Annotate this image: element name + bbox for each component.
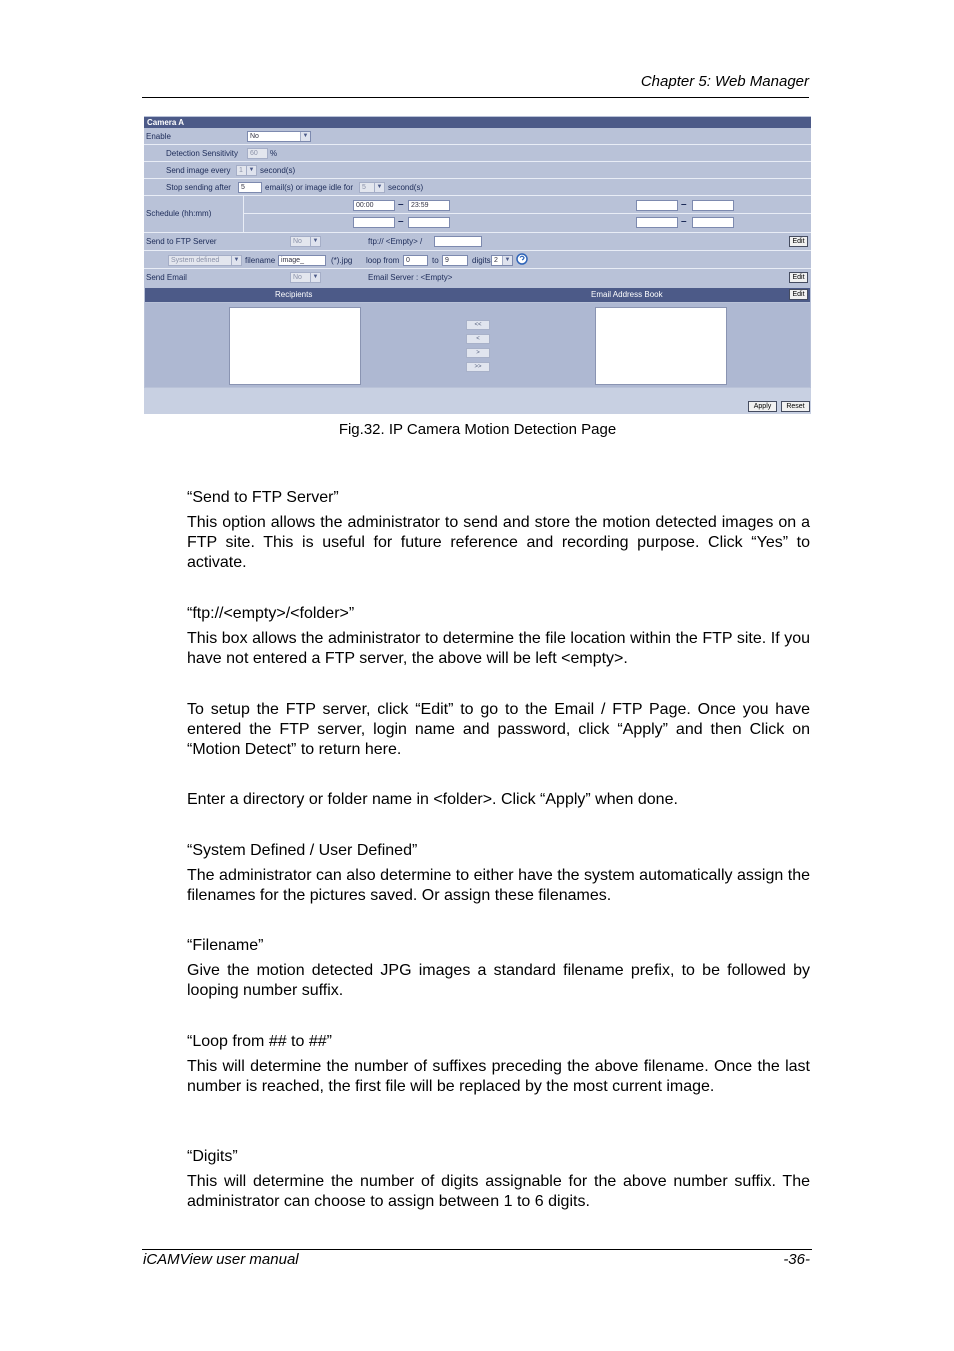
row-divider bbox=[244, 213, 811, 214]
schedule-start-2[interactable] bbox=[353, 217, 395, 228]
schedule-dash: – bbox=[681, 199, 687, 210]
figure-caption: Fig.32. IP Camera Motion Detection Page bbox=[338, 421, 617, 438]
address-book-list[interactable] bbox=[595, 307, 727, 385]
panel-title: Camera A bbox=[144, 117, 811, 128]
stop-after-text: email(s) or image idle for bbox=[265, 183, 354, 192]
help-icon[interactable] bbox=[516, 253, 528, 265]
digits-select[interactable] bbox=[491, 255, 513, 266]
enable-select-value: No bbox=[250, 133, 259, 140]
recipients-label: Recipients bbox=[275, 290, 313, 299]
move-left-button[interactable]: < bbox=[466, 334, 490, 344]
section-title: “System Defined / User Defined” bbox=[187, 842, 418, 859]
schedule-end-2[interactable] bbox=[408, 217, 450, 228]
stop-after-label: Stop sending after bbox=[166, 183, 231, 192]
section-body: This will determine the number of suffixes preceding the above filename. Once the last number is reached, the first file will be replaced by the most current image. bbox=[187, 1058, 810, 1095]
naming-select-value: System defined bbox=[171, 257, 220, 264]
chevron-down-icon: ▼ bbox=[231, 256, 241, 265]
row-divider bbox=[144, 250, 811, 251]
chevron-down-icon: ▼ bbox=[310, 273, 320, 282]
ftp-select-value: No bbox=[293, 238, 302, 245]
recipients-header bbox=[145, 288, 810, 302]
section-body: This will determine the number of digits assignable for the above number suffix. The administrator can choose to assign between 1 to 6 digits. bbox=[187, 1173, 810, 1210]
move-right-button[interactable]: > bbox=[466, 348, 490, 358]
email-label: Send Email bbox=[146, 273, 187, 282]
schedule-end-3[interactable] bbox=[692, 200, 734, 211]
section-body: Give the motion detected JPG images a standard filename prefix, to be followed by looping number suffix. bbox=[187, 962, 810, 999]
email-edit-button[interactable]: Edit bbox=[789, 272, 808, 283]
section-title: “Loop from ## to ##” bbox=[187, 1033, 332, 1050]
section-body: The administrator can also determine to either have the system automatically assign the filenames for the pictures saved. Or assign these filenames. bbox=[187, 867, 810, 904]
ftp-folder-input[interactable] bbox=[434, 236, 482, 247]
ftp-select[interactable] bbox=[290, 236, 321, 247]
ftp-label: Send to FTP Server bbox=[146, 237, 217, 246]
schedule-dash: – bbox=[398, 216, 404, 227]
row-divider bbox=[144, 144, 811, 145]
email-select-value: No bbox=[293, 274, 302, 281]
section-body: To setup the FTP server, click “Edit” to go to the Email / FTP Page. Once you have entered the FTP server, login name and password, click “Apply” and then Click on “Motion Detect” to return here. bbox=[187, 701, 810, 758]
send-every-value: 1 bbox=[239, 167, 243, 174]
row-divider bbox=[144, 161, 811, 162]
idle-select[interactable] bbox=[359, 182, 385, 193]
enable-label: Enable bbox=[146, 132, 171, 141]
sensitivity-unit: % bbox=[270, 149, 278, 158]
chevron-down-icon: ▼ bbox=[246, 166, 256, 175]
section-title: “ftp://<empty>/<folder>” bbox=[187, 605, 355, 622]
chevron-down-icon: ▼ bbox=[300, 132, 310, 141]
reset-button[interactable]: Reset bbox=[781, 401, 810, 412]
address-book-label: Email Address Book bbox=[591, 290, 663, 299]
chapter-header: Chapter 5: Web Manager bbox=[640, 73, 809, 90]
schedule-end-4[interactable] bbox=[692, 217, 734, 228]
to-label: to bbox=[432, 256, 439, 265]
page-number: -36- bbox=[783, 1251, 810, 1268]
email-server-label: Email Server : <Empty> bbox=[368, 273, 453, 282]
section-body: This box allows the administrator to determine the file location within the FTP site. If you have not entered a FTP server, the above will be left <empty>. bbox=[187, 630, 810, 667]
schedule-start-1[interactable]: 00:00 bbox=[353, 200, 395, 211]
section-title: “Digits” bbox=[187, 1148, 238, 1165]
stop-after-input[interactable]: 5 bbox=[238, 182, 262, 193]
header-rule bbox=[142, 97, 809, 98]
row-divider bbox=[144, 232, 811, 233]
ftp-path: ftp:// <Empty> / bbox=[368, 237, 423, 246]
apply-button[interactable]: Apply bbox=[748, 401, 777, 412]
move-all-left-button[interactable]: << bbox=[466, 320, 490, 330]
button-bar bbox=[144, 388, 811, 414]
chevron-down-icon: ▼ bbox=[374, 183, 384, 192]
footer-manual-title: iCAMView user manual bbox=[143, 1251, 299, 1268]
idle-select-value: 5 bbox=[362, 184, 366, 191]
section-body: This option allows the administrator to send and store the motion detected images on a FTP site. This is useful for future reference and recording purpose. Click “Yes” to activate. bbox=[187, 514, 810, 571]
footer-rule bbox=[142, 1249, 812, 1250]
schedule-end-1[interactable]: 23:59 bbox=[408, 200, 450, 211]
schedule-dash: – bbox=[398, 199, 404, 210]
send-every-unit: second(s) bbox=[260, 166, 296, 175]
idle-unit: second(s) bbox=[388, 183, 424, 192]
section-title: “Send to FTP Server” bbox=[187, 489, 339, 506]
row-divider bbox=[144, 268, 811, 269]
schedule-divider bbox=[243, 196, 244, 232]
send-every-label: Send image every bbox=[166, 166, 231, 175]
jpg-label: (*).jpg bbox=[331, 256, 353, 265]
loop-from-input[interactable]: 0 bbox=[403, 255, 428, 266]
chevron-down-icon: ▼ bbox=[310, 237, 320, 246]
sensitivity-input[interactable]: 60 bbox=[247, 148, 268, 159]
schedule-start-3[interactable] bbox=[636, 200, 678, 211]
loop-from-label: loop from bbox=[366, 256, 400, 265]
sensitivity-label: Detection Sensitivity bbox=[166, 149, 239, 158]
address-book-edit-button[interactable]: Edit bbox=[789, 289, 808, 300]
digits-label: digits bbox=[472, 256, 491, 265]
naming-select[interactable] bbox=[168, 255, 242, 266]
digits-select-value: 2 bbox=[494, 257, 498, 264]
chevron-down-icon: ▼ bbox=[502, 256, 512, 265]
motion-detection-screenshot bbox=[144, 116, 811, 414]
row-divider bbox=[144, 195, 811, 196]
filename-input[interactable]: image_ bbox=[278, 255, 326, 266]
filename-label: filename bbox=[245, 256, 276, 265]
recipients-list[interactable] bbox=[229, 307, 361, 385]
enable-select[interactable] bbox=[247, 131, 311, 142]
row-divider bbox=[144, 178, 811, 179]
schedule-label: Schedule (hh:mm) bbox=[146, 209, 212, 218]
loop-to-input[interactable]: 9 bbox=[442, 255, 468, 266]
section-title: “Filename” bbox=[187, 937, 264, 954]
schedule-dash: – bbox=[681, 216, 687, 227]
schedule-start-4[interactable] bbox=[636, 217, 678, 228]
section-body: Enter a directory or folder name in <folder>. Click “Apply” when done. bbox=[187, 791, 678, 808]
email-select[interactable] bbox=[290, 272, 321, 283]
move-all-right-button[interactable]: >> bbox=[466, 362, 490, 372]
ftp-edit-button[interactable]: Edit bbox=[789, 236, 808, 247]
send-every-select[interactable] bbox=[236, 165, 257, 176]
